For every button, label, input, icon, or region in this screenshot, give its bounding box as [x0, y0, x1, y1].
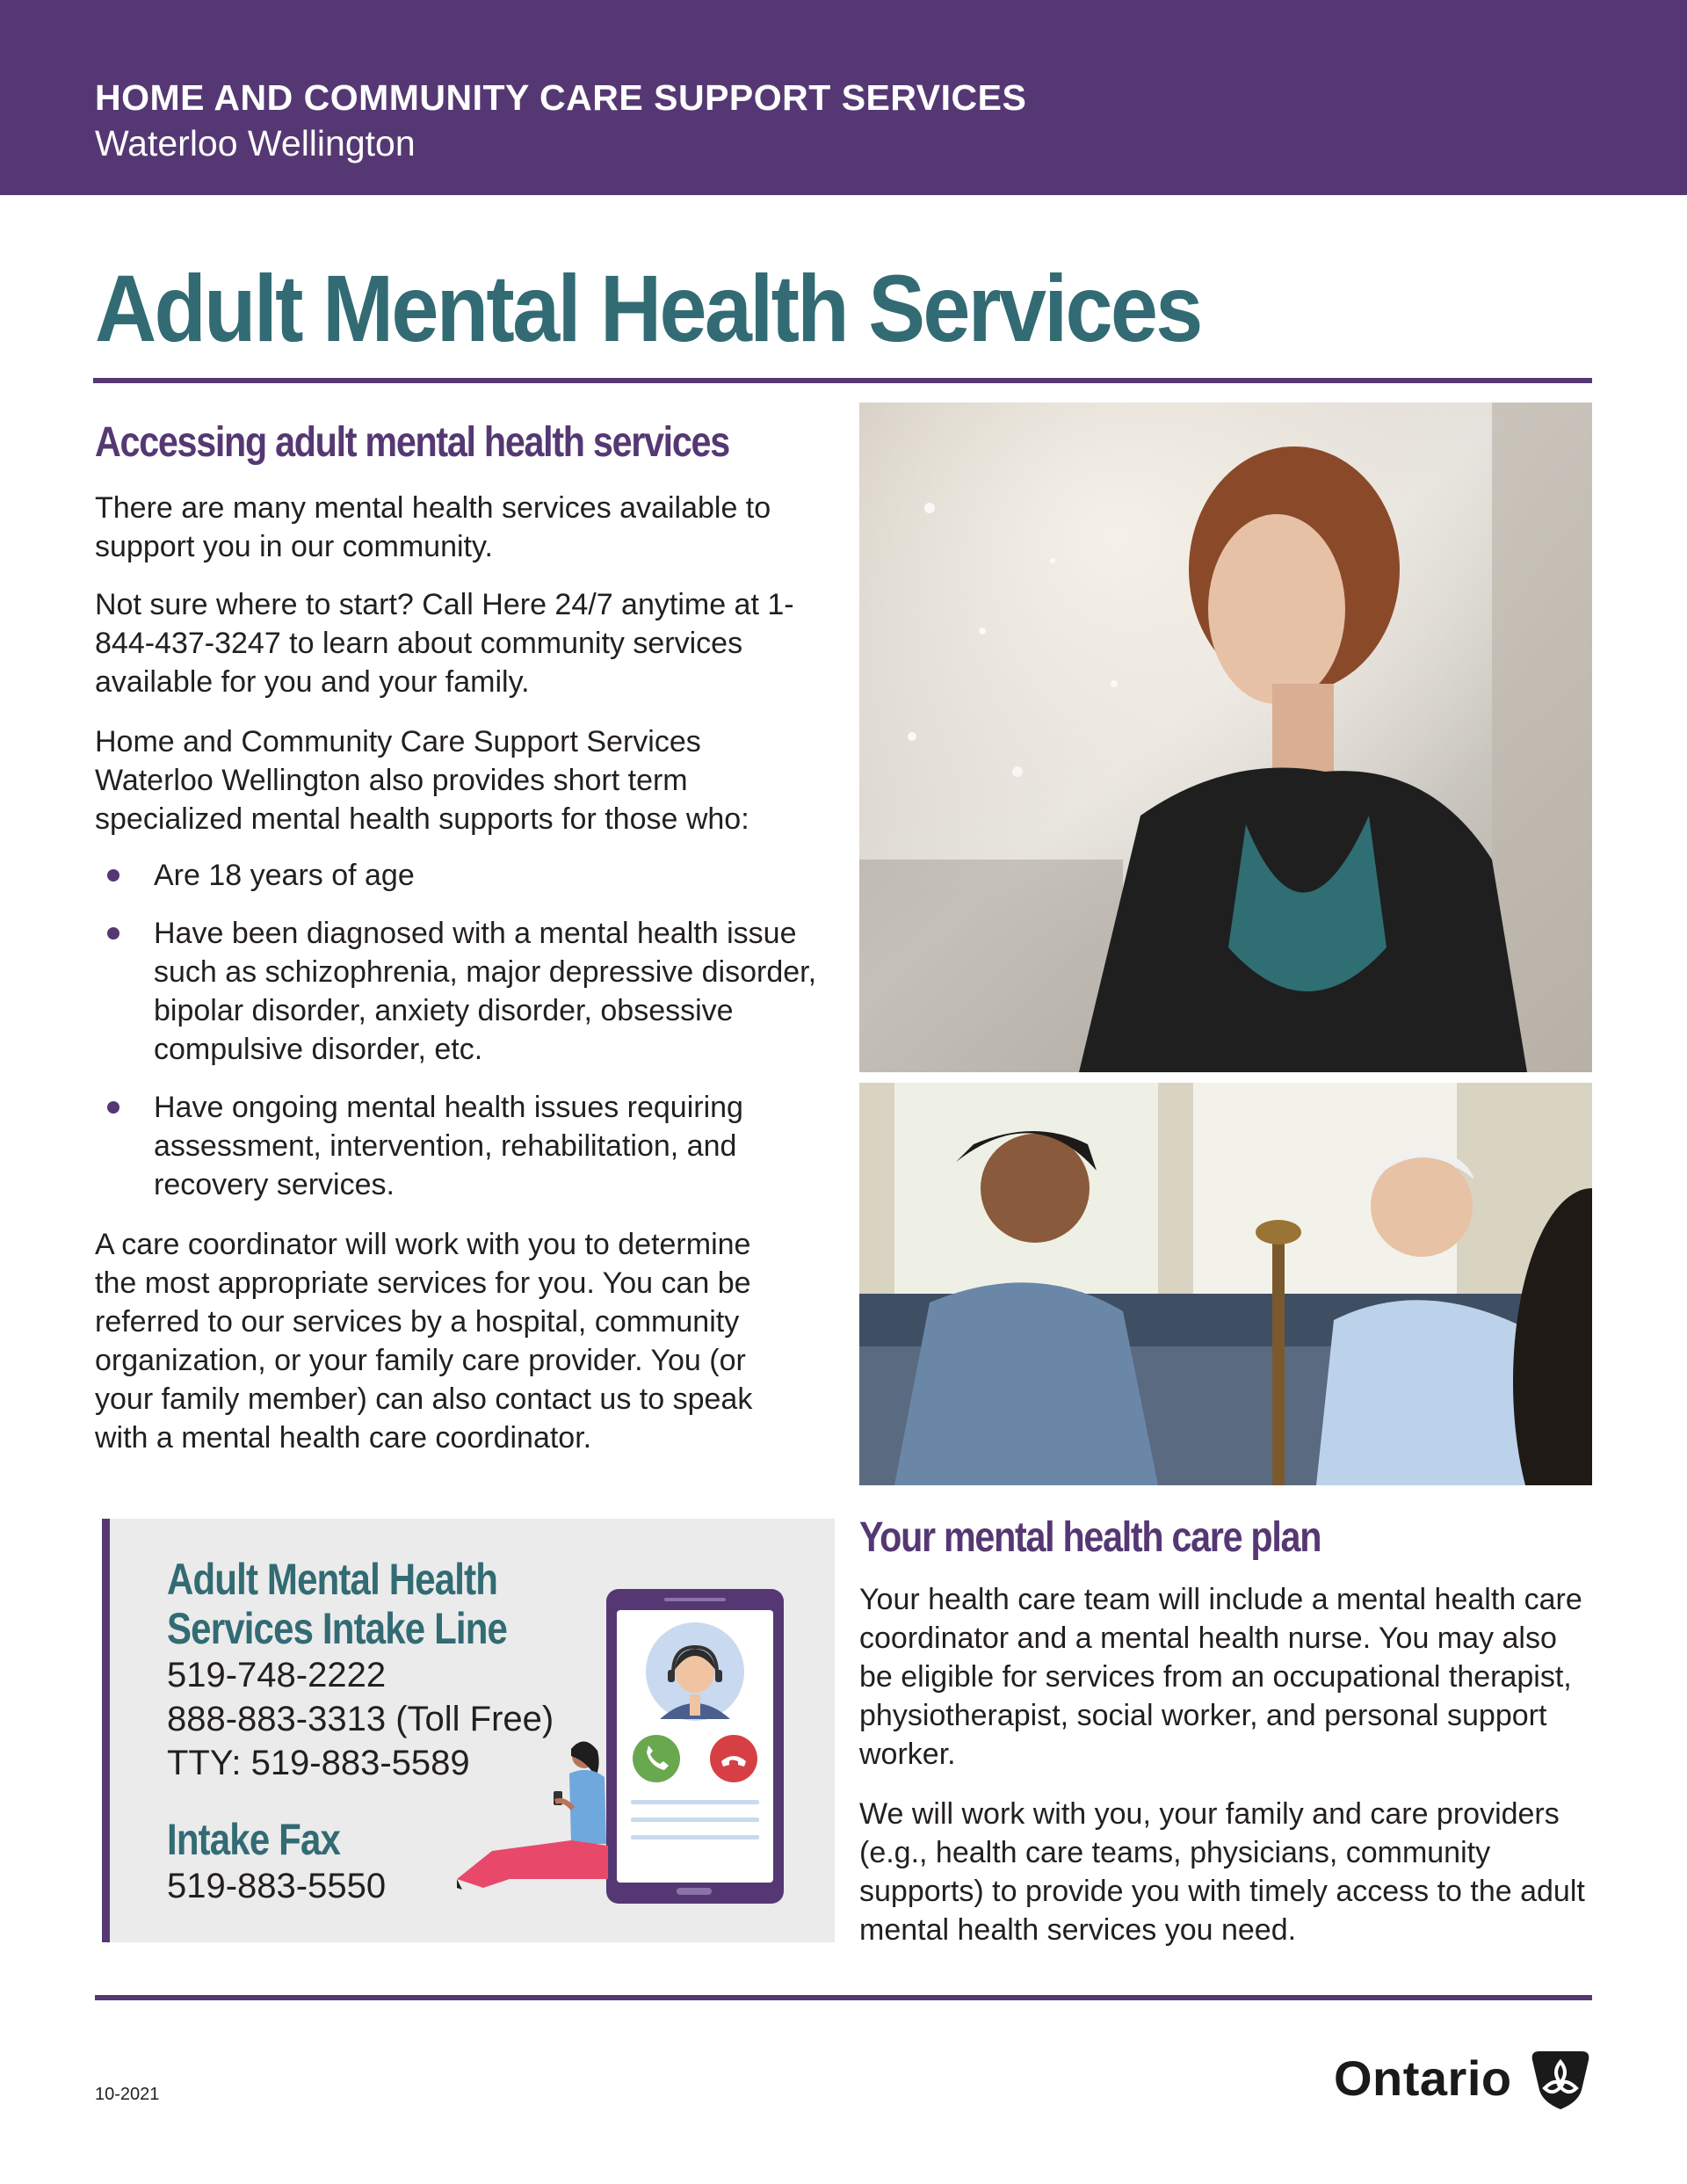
- eligibility-paragraph: Home and Community Care Support Services Waterloo Wellington also provides short term specialized mental health supports for those who:: [95, 725, 749, 836]
- bullet-dot: [107, 869, 119, 882]
- list-item: [95, 856, 681, 895]
- eligibility-list: [95, 856, 815, 1223]
- intake-fax[interactable]: 519-883-5550: [167, 1867, 387, 1905]
- woman-at-window-photo: [859, 403, 1592, 1072]
- document-date-code: 10-2021: [95, 2085, 160, 2104]
- woman-photo-illustration: [859, 403, 1592, 1072]
- bullet-dot: [107, 927, 119, 940]
- footer-divider: [95, 1995, 1592, 2000]
- fax-heading: Intake Fax: [167, 1815, 341, 1864]
- organization-region: Waterloo Wellington: [95, 123, 416, 163]
- title-divider: [93, 378, 1592, 383]
- intake-contact-box: [102, 1519, 835, 1942]
- page-title: Adult Mental Health Services: [95, 255, 1201, 361]
- organization-title: HOME AND COMMUNITY CARE SUPPORT SERVICES: [95, 77, 1027, 118]
- ontario-logo-text: Ontario: [1334, 2050, 1512, 2106]
- ontario-trillium-icon: [1529, 2048, 1592, 2111]
- bullet-text: Have been diagnosed with a mental health issue such as schizophrenia, major depressive disorder, bipolar disorder, anxiety disorder, obsessive compulsive disorder, etc.: [154, 917, 817, 1066]
- list-item: [95, 1088, 822, 1204]
- bullet-dot: [107, 1101, 119, 1114]
- intake-heading-line1: Adult Mental Health: [167, 1555, 498, 1604]
- header-banner: [0, 0, 1687, 195]
- care-coordinator-paragraph: A care coordinator will work with you to determine the most appropriate services for you. You can be referred to our services by a hospital, community organization, or your family care provider. You (or your family member) can also contact us to speak with a mental health care coordinator.: [95, 1228, 753, 1455]
- timely-access-paragraph: We will work with you, your family and care providers (e.g., health care teams, physicians, community supports) to provide you with timely access to the adult mental health services you need.: [859, 1797, 1585, 1947]
- intro-paragraph: There are many mental health services available to support you in our community.: [95, 491, 771, 563]
- doctor-photo-illustration: [859, 1083, 1592, 1485]
- accessing-heading: Accessing adult mental health services: [95, 419, 729, 466]
- call-center-phone-icon: [457, 1589, 826, 1923]
- intake-tty[interactable]: TTY: 519-883-5589: [167, 1744, 470, 1782]
- care-team-paragraph: Your health care team will include a mental health care coordinator and a mental health nurse. You may also be eligible for services from an occupational therapist, physiotherapist, social worker, and personal support worker.: [859, 1583, 1582, 1771]
- intake-heading-line2: Services Intake Line: [167, 1604, 508, 1653]
- intake-toll-free[interactable]: 888-883-3313 (Toll Free): [167, 1700, 554, 1738]
- intake-phone[interactable]: 519-748-2222: [167, 1656, 387, 1694]
- care-plan-heading: Your mental health care plan: [859, 1514, 1321, 1561]
- call-here-paragraph: Not sure where to start? Call Here 24/7 anytime at 1-844-437-3247 to learn about community services available for you and your family.: [95, 588, 794, 699]
- list-item: [95, 914, 822, 1069]
- bullet-text: Are 18 years of age: [154, 859, 415, 892]
- doctor-and-senior-photo: [859, 1083, 1592, 1485]
- bullet-text: Have ongoing mental health issues requiring assessment, intervention, rehabilitation, and recovery services.: [154, 1091, 743, 1201]
